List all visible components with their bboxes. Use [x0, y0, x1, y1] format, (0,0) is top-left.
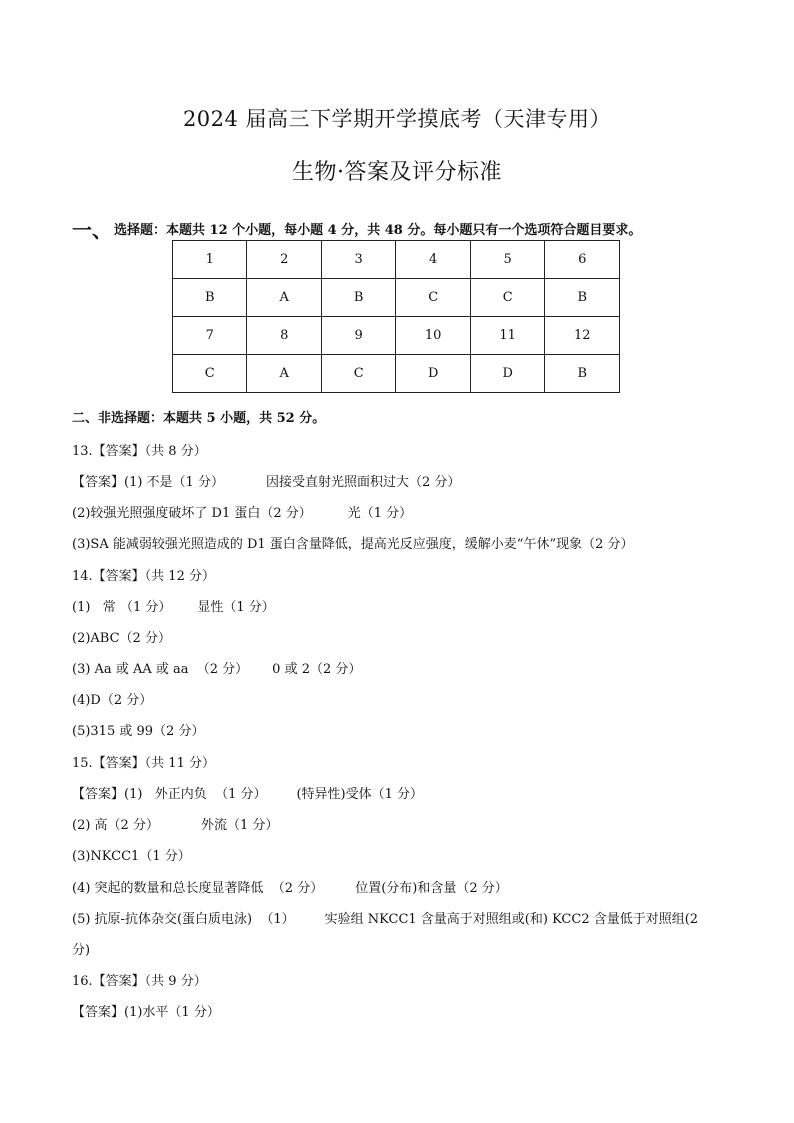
- answer-table-cell: 2: [247, 241, 321, 279]
- answer-table-cell: 11: [470, 317, 545, 355]
- answer-line: [72, 877, 508, 896]
- answer-line-part: 外流（1 分）: [200, 818, 279, 833]
- answer-table-cell: C: [321, 355, 395, 393]
- answer-line-part: (特异性)受体（1 分）: [296, 787, 424, 802]
- answer-table-cell: B: [321, 279, 395, 317]
- answer-table-row: [173, 355, 620, 393]
- answer-line-part: 实验组 NKCC1 含量高于对照组或(和) KCC2 含量低于对照组(2: [324, 912, 699, 927]
- answer-table-cell: C: [173, 355, 247, 393]
- answer-table-cell: A: [247, 279, 321, 317]
- answer-table-cell: 9: [321, 317, 395, 355]
- answer-line: 14.【答案】（共 12 分）: [72, 569, 215, 584]
- answer-line-part: 0 或 2（2 分）: [272, 662, 362, 677]
- answer-table-row: [173, 279, 620, 317]
- answer-line: (4)D（2 分）: [72, 693, 153, 708]
- answer-line-part: (3) Aa 或 AA 或 aa （2 分）: [72, 662, 249, 677]
- answer-line: [72, 471, 460, 490]
- section-two-heading: 二、非选择题：本题共 5 小题，共 52 分。: [72, 411, 326, 426]
- answer-line-part: (4) 突起的数量和总长度显著降低 （2 分）: [72, 881, 324, 896]
- answer-table-cell: D: [470, 355, 545, 393]
- answer-table-cell: 6: [545, 241, 620, 279]
- answer-table-cell: 10: [396, 317, 471, 355]
- answer-line: 分): [72, 943, 91, 958]
- answer-table-cell: B: [545, 279, 620, 317]
- answer-line-part: (2)较强光照强度破坏了 D1 蛋白（2 分）: [72, 506, 312, 521]
- answer-table-cell: 8: [247, 317, 321, 355]
- answer-table: [172, 240, 620, 393]
- answer-table-cell: A: [247, 355, 321, 393]
- answer-table-cell: B: [545, 355, 620, 393]
- answer-line-part: (2) 高（2 分）: [72, 818, 159, 833]
- answer-table-cell: 7: [173, 317, 247, 355]
- answer-line: (3)SA 能减弱较强光照造成的 D1 蛋白含量降低，提高光反应强度，缓解小麦“午休”现象（2 分）: [72, 537, 634, 552]
- answer-line: 【答案】(1)水平（1 分）: [72, 1005, 220, 1020]
- answer-line: 15.【答案】（共 11 分）: [72, 756, 215, 771]
- answer-line: (5)315 或 99（2 分）: [72, 724, 205, 739]
- answer-line: [72, 658, 361, 677]
- answer-line-part: 【答案】(1) 不是（1 分）: [72, 475, 224, 490]
- answer-line-part: 因接受直射光照面积过大（2 分）: [265, 475, 461, 490]
- answer-line: 13.【答案】（共 8 分）: [72, 444, 207, 459]
- answer-table-cell: 12: [545, 317, 620, 355]
- answer-line: [72, 596, 275, 615]
- answer-line: (3)NKCC1（1 分）: [72, 849, 191, 864]
- answer-line-part: 位置(分布)和含量（2 分）: [355, 881, 508, 896]
- answer-line-part: 显性（1 分）: [197, 600, 275, 615]
- answer-line: [72, 783, 423, 802]
- page-subtitle: 生物·答案及评分标准: [292, 160, 502, 185]
- answer-table-cell: B: [173, 279, 247, 317]
- answer-line: [72, 814, 278, 833]
- page-title: 2024 届高三下学期开学摸底考（天津专用）: [182, 107, 612, 131]
- answer-line-part: 【答案】(1) 外正内负 （1 分）: [72, 787, 267, 802]
- answer-line: [72, 502, 412, 521]
- answer-table-cell: 1: [173, 241, 247, 279]
- answer-line: [72, 908, 698, 927]
- section-one-heading: [72, 214, 641, 243]
- answer-table-cell: C: [470, 279, 545, 317]
- answer-line-part: 光（1 分）: [347, 506, 413, 521]
- section-one-number: 一、: [72, 218, 112, 242]
- answer-table-cell: 4: [396, 241, 471, 279]
- answer-line-part: (1) 常 （1 分）: [72, 600, 172, 615]
- answer-table-row: [173, 241, 620, 279]
- answer-table-cell: D: [396, 355, 471, 393]
- answer-table-cell: 5: [470, 241, 545, 279]
- answer-table-row: [173, 317, 620, 355]
- answer-line: (2)ABC（2 分）: [72, 631, 171, 646]
- answer-table-cell: 3: [321, 241, 395, 279]
- section-one-text: 选择题：本题共 12 个小题，每小题 4 分，共 48 分。每小题只有一个选项符合题目要求。: [114, 223, 642, 238]
- answer-line-part: (5) 抗原-抗体杂交(蛋白质电泳) （1）: [72, 912, 295, 927]
- answer-table-cell: C: [396, 279, 471, 317]
- answer-line: 16.【答案】（共 9 分）: [72, 974, 207, 989]
